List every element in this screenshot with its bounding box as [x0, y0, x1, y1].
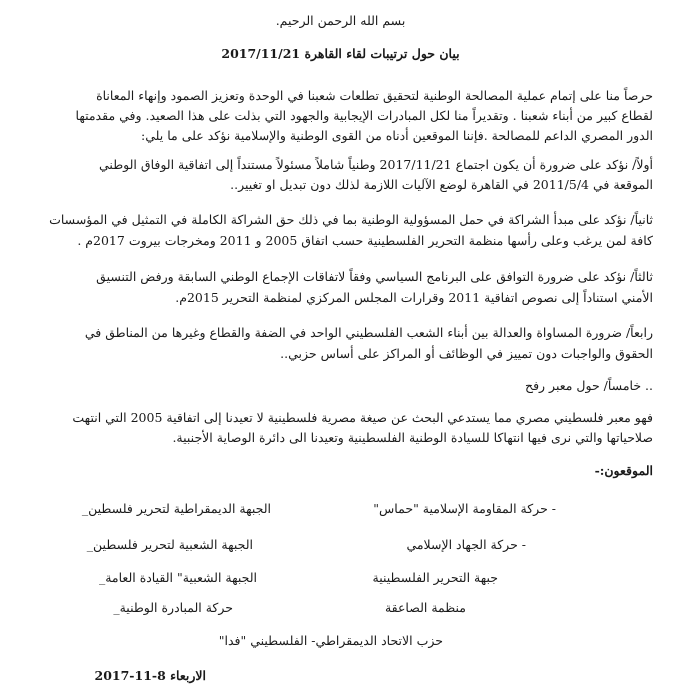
point-3-line-2: الأمني استناداً إلى نصوص اتفاقية 2011 وقرارات المجلس المركزي لمنظمة التحرير 2015م.: [175, 290, 653, 305]
signatory-pflp-gc: الجبهة الشعبية" القيادة العامة_: [98, 570, 257, 585]
point-2-line-1: ثانياً/ نؤكد على مبدأ الشراكة في حمل المسؤولية الوطنية بما في ذلك حق الشراكة الكاملة في التمثيل في المؤسسات: [49, 212, 653, 227]
signatory-pflp: الجبهة الشعبية لتحرير فلسطين_: [86, 537, 253, 552]
signatory-mubadara: حركة المبادرة الوطنية_: [113, 600, 233, 615]
point-3-line-1: ثالثاً/ نؤكد على ضرورة التوافق على البرنامج السياسي وفقاً لاتفاقات الإجماع الوطني السابقة ورفض التنسيق: [96, 269, 653, 284]
signatory-fida: حزب الاتحاد الديمقراطي- الفلسطيني "فدا": [218, 633, 443, 648]
point-2-line-2: كافة لمن يرغب وعلى رأسها منظمة التحرير الفلسطينية حسب اتفاق 2005 و 2011 ومخرجات بيروت 2017م .: [77, 233, 653, 248]
intro-line-3: الدور المصري الداعم للمصالحة .فإننا الموقعين أدناه من القوى الوطنية والإسلامية نؤكد على ما يلي:: [141, 128, 653, 143]
document-date: الاربعاء 8-11-2017: [94, 668, 206, 683]
point-1-line-2: الموقعة في 2011/5/4 في القاهرة لوضع الآليات اللازمة لذلك دون تبديل او تغيير..: [230, 177, 653, 192]
point-4-line-1: رابعاً/ ضرورة المساواة والعدالة بين أبناء الشعب الفلسطيني الواحد في الضفة والقطاع وغيرها من المناطق في: [84, 325, 653, 340]
intro-line-1: حرصاً منا على إتمام عملية المصالحة الوطنية لتحقيق تطلعات شعبنا في الوحدة وتعزيز الصمود وإنهاء المعاناة: [96, 88, 653, 103]
signatory-saiqa: منظمة الصاعقة: [384, 600, 466, 615]
rafah-line-1: فهو معبر فلسطيني مصري مما يستدعي البحث عن صيغة مصرية فلسطينية لا تعيدنا إلى اتفاقية 2005 التي انتهت: [72, 410, 653, 425]
point-5-heading: .. خامساً/ حول معبر رفح: [525, 378, 653, 393]
rafah-line-2: صلاحياتها والتي نرى فيها انتهاكا للسيادة الوطنية الفلسطينية وتعيدنا الى دائرة الوصاية الأجنبية.: [172, 430, 653, 445]
signatory-dflp: الجبهة الديمقراطية لتحرير فلسطين_: [81, 501, 271, 516]
signatory-hamas: - حركة المقاومة الإسلامية "حماس": [373, 501, 556, 516]
point-4-line-2: الحقوق والواجبات دون تمييز في الوظائف أو المراكز على أساس حزبي..: [280, 346, 653, 361]
point-1-line-1: أولاً/ نؤكد على ضرورة أن يكون اجتماع 2017/11/21 وطنياً شاملاً مسئولاً مستنداً إلى اتفاقية الوفاق الوطني: [99, 157, 653, 172]
signatory-islamic-jihad: - حركة الجهاد الإسلامي: [406, 537, 526, 552]
document-title: بيان حول ترتيبات لقاء القاهرة 2017/11/21: [221, 46, 460, 61]
signatory-plf: جبهة التحرير الفلسطينية: [372, 570, 498, 585]
signatories-label: الموقعون:-: [594, 463, 653, 478]
intro-line-2: لقطاع كبير من أبناء شعبنا . وتقديراً منا لكل المبادرات الإيجابية والجهود التي بذلت على هذا الصعيد. وفي مقدمتها: [75, 108, 653, 123]
basmala: بسم الله الرحمن الرحيم.: [275, 13, 406, 28]
